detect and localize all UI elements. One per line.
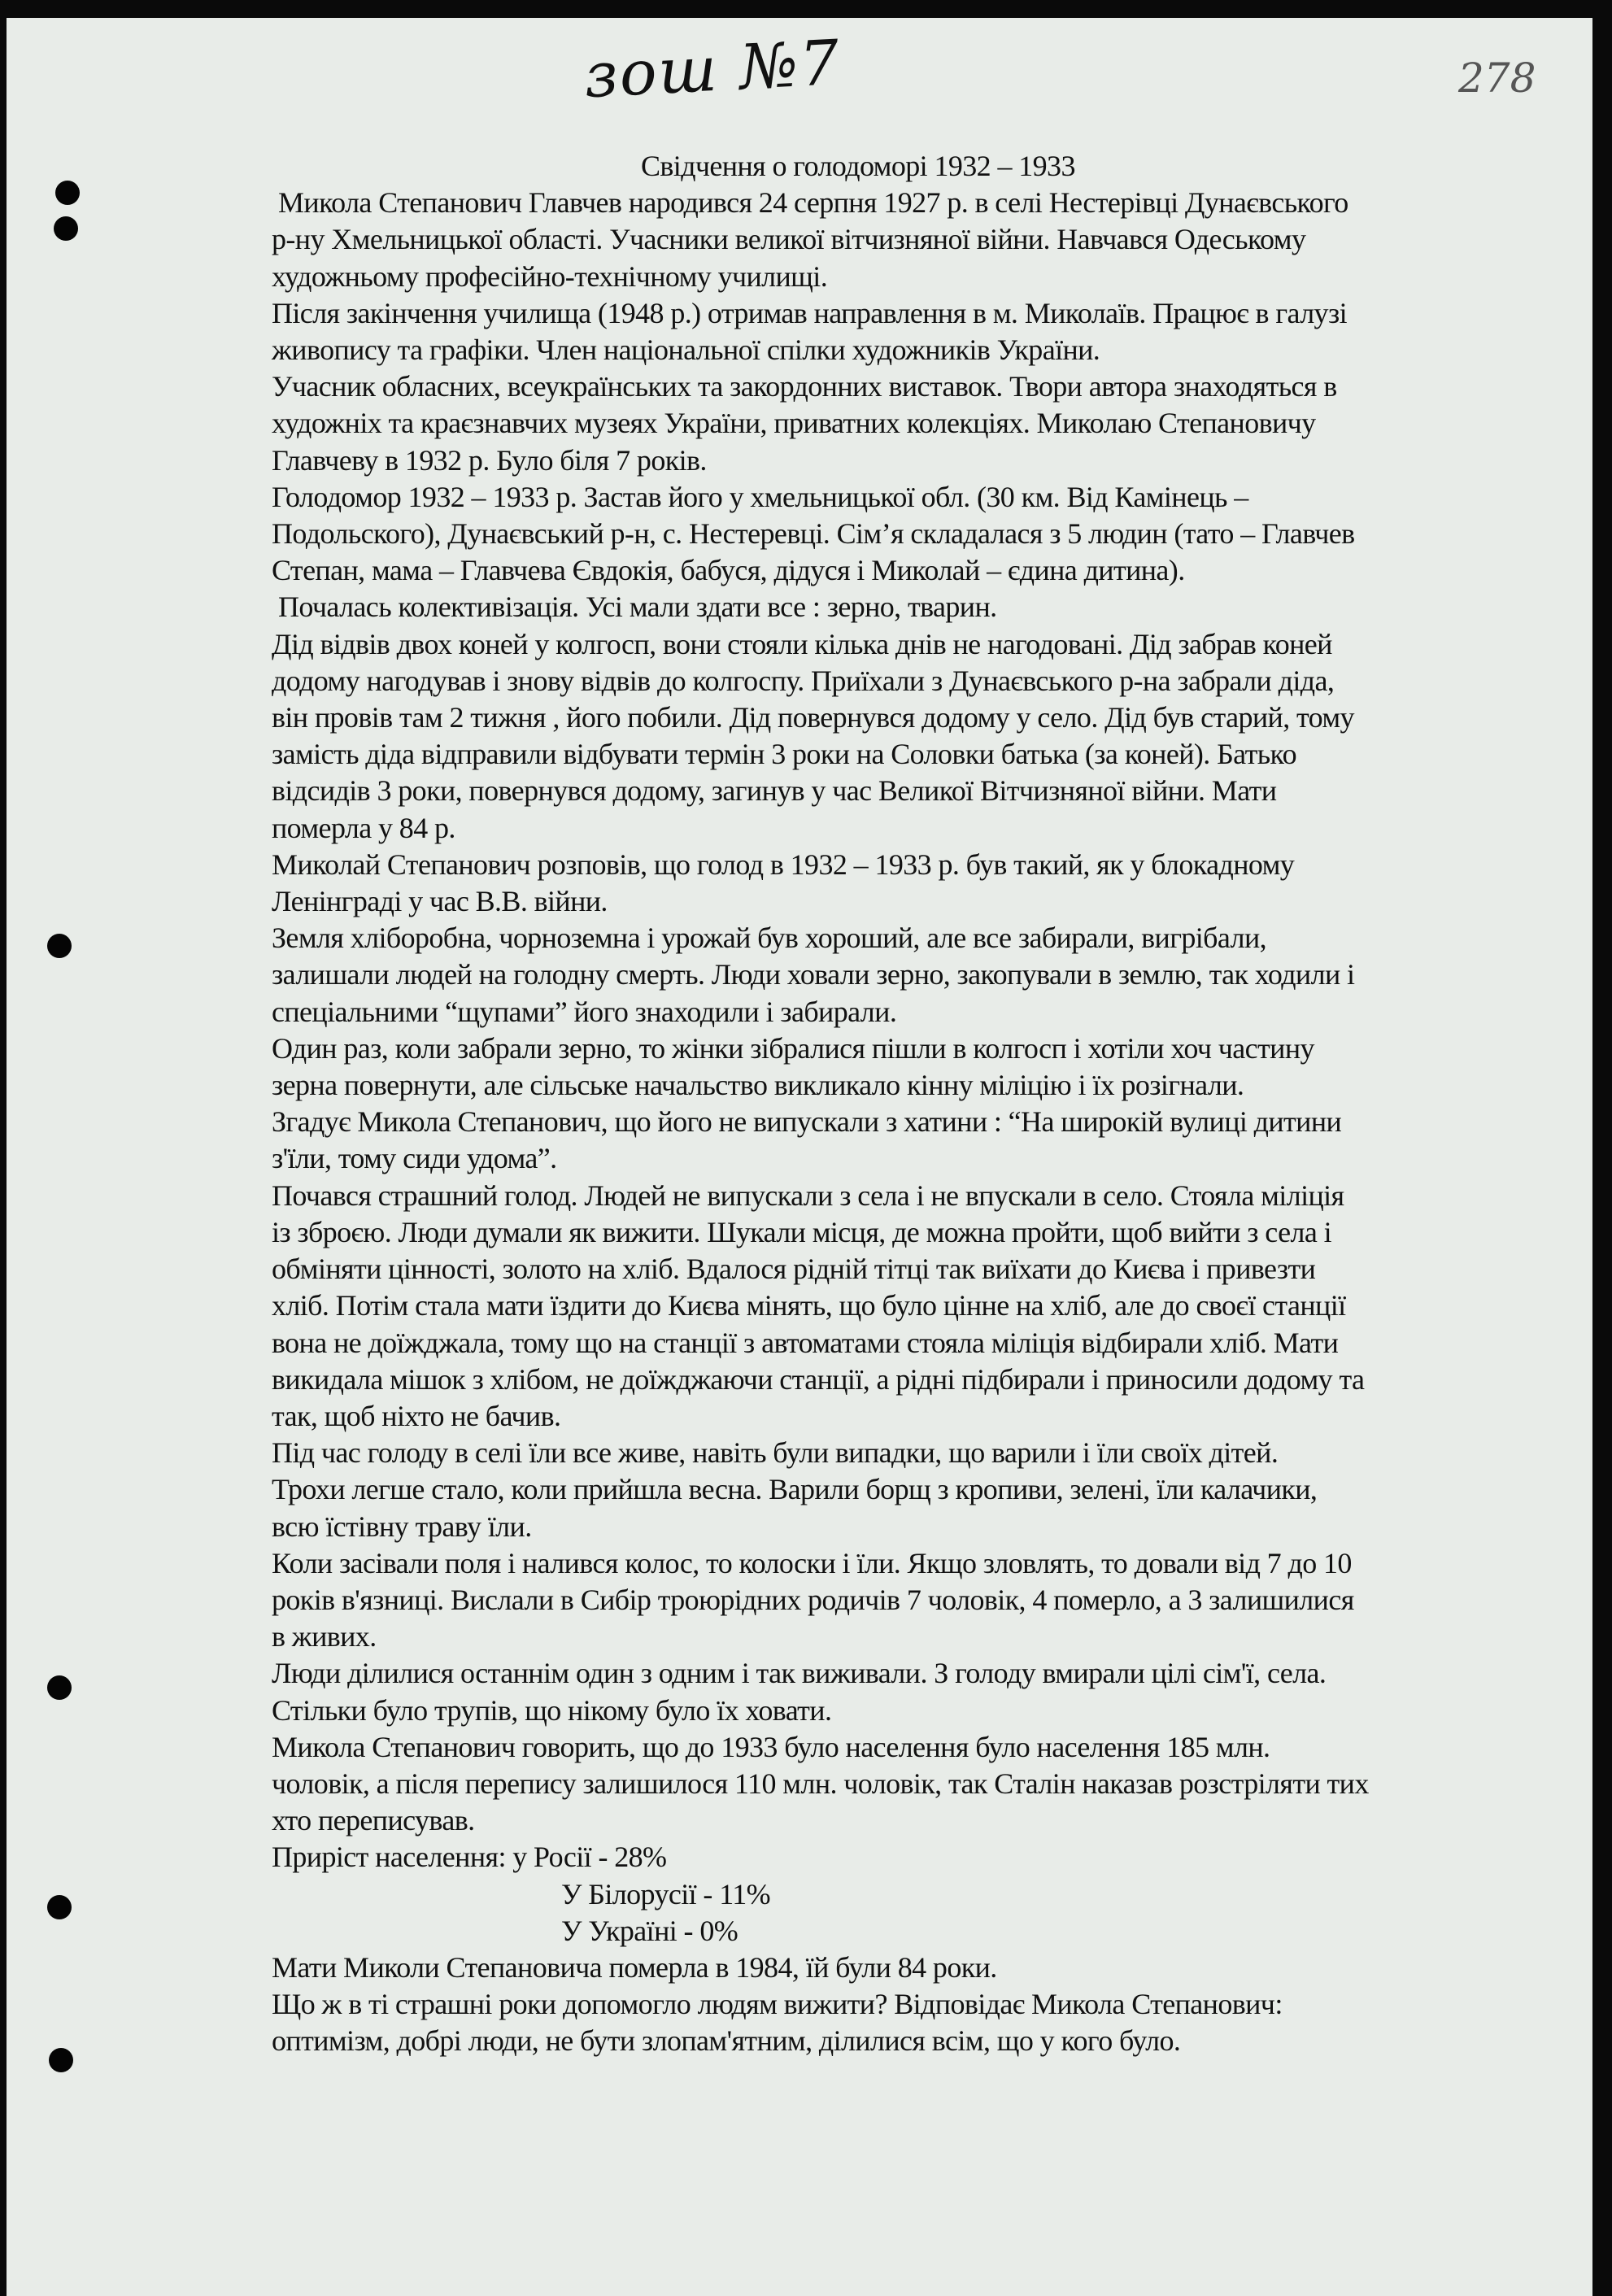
handwritten-school-label: зош №7: [582, 25, 843, 112]
text-line: чоловік, а після перепису залишилося 110 млн. чоловік, так Сталін наказав розстріляти тих: [272, 1767, 1369, 1800]
text-line: хто переписував.: [272, 1804, 475, 1837]
testimony-body: [272, 185, 1573, 2059]
text-line: із зброєю. Люди думали як вижити. Шукали місця, де можна пройти, щоб вийти з села і: [272, 1215, 1332, 1248]
text-line: замість діда відправили відбувати термін 3 роки на Соловки батька (за коней). Батько: [272, 738, 1296, 771]
text-line: У Україні - 0%: [561, 1914, 738, 1947]
text-line: Голодомор 1932 – 1933 р. Застав його у хмельницької обл. (30 км. Від Камінець –: [272, 480, 1248, 513]
text-line: Після закінчення училища (1948 р.) отримав направлення в м. Миколаїв. Працює в галузі: [272, 296, 1347, 329]
text-line: років в'язниці. Вислали в Сибір троюрідних родичів 7 чоловік, 4 померло, а 3 залишилися: [272, 1583, 1354, 1616]
text-line: Ленінграді у час В.В. війни.: [272, 885, 608, 918]
text-line: У Білорусії - 11%: [561, 1877, 771, 1910]
text-line: спеціальними “щупами” його знаходили і забирали.: [272, 995, 897, 1028]
text-line: додому нагодував і знову відвів до колгоспу. Приїхали з Дунаєвського р-на забрали діда,: [272, 664, 1335, 697]
text-line: Коли засівали поля і налився колос, то колоски і їли. Якщо зловлять, то довали від 7 до 10: [272, 1546, 1352, 1579]
binder-hole: [47, 1675, 72, 1700]
text-line: з'їли, тому сиди удома”.: [272, 1142, 557, 1175]
text-line: художньому професійно-технічному училищі.: [272, 259, 828, 293]
text-line: Один раз, коли забрали зерно, то жінки зібралися пішли в колгосп і хотіли хоч частину: [272, 1031, 1314, 1065]
text-line: Микола Степанович говорить, що до 1933 було населення було населення 185 млн.: [272, 1730, 1270, 1763]
text-line: Дід відвів двох коней у колгосп, вони стояли кілька днів не нагодовані. Дід забрав коней: [272, 627, 1332, 660]
text-line: Мати Миколи Степановича померла в 1984, їй були 84 роки.: [272, 1950, 997, 1984]
binder-hole: [47, 934, 72, 958]
text-line: Подольского), Дунаєвський р-н, с. Нестеревці. Сім’я складалася з 5 людин (тато – Главчев: [272, 517, 1355, 551]
text-line: Що ж в ті страшні роки допомогло людям вижити? Відповідає Микола Степанович:: [272, 1988, 1283, 2021]
text-line: обміняти цінності, золото на хліб. Вдалося рідній тітці так виїхати до Києва і привезти: [272, 1253, 1316, 1286]
text-line: Почався страшний голод. Людей не випускали з села і не впускали в село. Стояла міліція: [272, 1178, 1344, 1212]
text-line: Згадує Микола Степанович, що його не випускали з хатини : “На широкій вулиці дитини: [272, 1105, 1342, 1139]
text-line: Люди ділилися останнім один з одним і так виживали. З голоду вмирали цілі сім'ї, села.: [272, 1657, 1327, 1690]
text-line: зерна повернути, але сільське начальство викликало кінну міліцію і їх розігнали.: [272, 1069, 1244, 1102]
text-line: Главчеву в 1932 р. Було біля 7 років.: [272, 443, 707, 477]
text-line: померла у 84 р.: [272, 811, 455, 844]
text-line: в живих.: [272, 1620, 377, 1653]
text-line: Трохи легше стало, коли прийшла весна. Варили борщ з кропиви, зелені, їли калачики,: [272, 1473, 1318, 1506]
text-line: вона не доїжджала, тому що на станції з автоматами стояла міліція відбирали хліб. Мати: [272, 1326, 1339, 1359]
text-line: Приріст населення: у Росії - 28%: [272, 1841, 667, 1874]
binder-hole: [54, 216, 78, 241]
text-line: всю їстівну траву їли.: [272, 1510, 532, 1543]
text-line: оптимізм, добрі люди, не бути злопам'ятним, ділилися всім, що у кого було.: [272, 2024, 1181, 2058]
text-line: Миколай Степанович розповів, що голод в 1932 – 1933 р. був такий, як у блокадному: [272, 847, 1295, 881]
text-line: Микола Степанович Главчев народився 24 серпня 1927 р. в селі Нестерівці Дунаєвського: [278, 186, 1348, 220]
binder-hole: [49, 2048, 73, 2072]
text-line: художніх та краєзнавчих музеях України, приватних колекціях. Миколаю Степановичу: [272, 407, 1316, 440]
text-line: хліб. Потім стала мати їздити до Києва мінять, що було цінне на хліб, але до своєї станції: [272, 1289, 1346, 1322]
binder-hole: [47, 1895, 72, 1919]
text-line: Степан, мама – Главчева Євдокія, бабуся, дідуся і Миколай – єдина дитина).: [272, 554, 1185, 587]
text-line: так, щоб ніхто не бачив.: [272, 1399, 561, 1432]
text-line: живопису та графіки. Член національної спілки художників України.: [272, 333, 1100, 367]
testimony-text: [272, 148, 1573, 2060]
text-line: він провів там 2 тижня , його побили. Дід повернувся додому у село. Дід був старий, тому: [272, 701, 1354, 734]
document-title: Свідчення о голодоморі 1932 – 1933: [641, 150, 1075, 182]
text-line: Учасник обласних, всеукраїнських та закордонних виставок. Твори автора знаходяться в: [272, 370, 1337, 403]
binder-hole: [55, 181, 80, 205]
text-line: відсидів 3 роки, повернувся додому, загинув у час Великої Вітчизняної війни. Мати: [272, 774, 1277, 808]
handwritten-page-number: 278: [1458, 54, 1536, 102]
text-line: р-ну Хмельницької області. Учасники великої вітчизняної війни. Навчався Одеському: [272, 223, 1306, 256]
text-line: Земля хліборобна, чорноземна і урожай був хороший, але все забирали, вигрібали,: [272, 921, 1267, 955]
text-line: Стільки було трупів, що нікому було їх ховати.: [272, 1693, 832, 1727]
text-line: Почалась колективізація. Усі мали здати все : зерно, тварин.: [278, 590, 997, 624]
text-line: викидала мішок з хлібом, не доїжджаючи станції, а рідні підбирали і приносили додому та: [272, 1362, 1365, 1396]
text-line: залишали людей на голодну смерть. Люди ховали зерно, закопували в землю, так ходили і: [272, 958, 1355, 991]
text-line: Під час голоду в селі їли все живе, навіть були випадки, що варили і їли своїх дітей.: [272, 1436, 1279, 1470]
